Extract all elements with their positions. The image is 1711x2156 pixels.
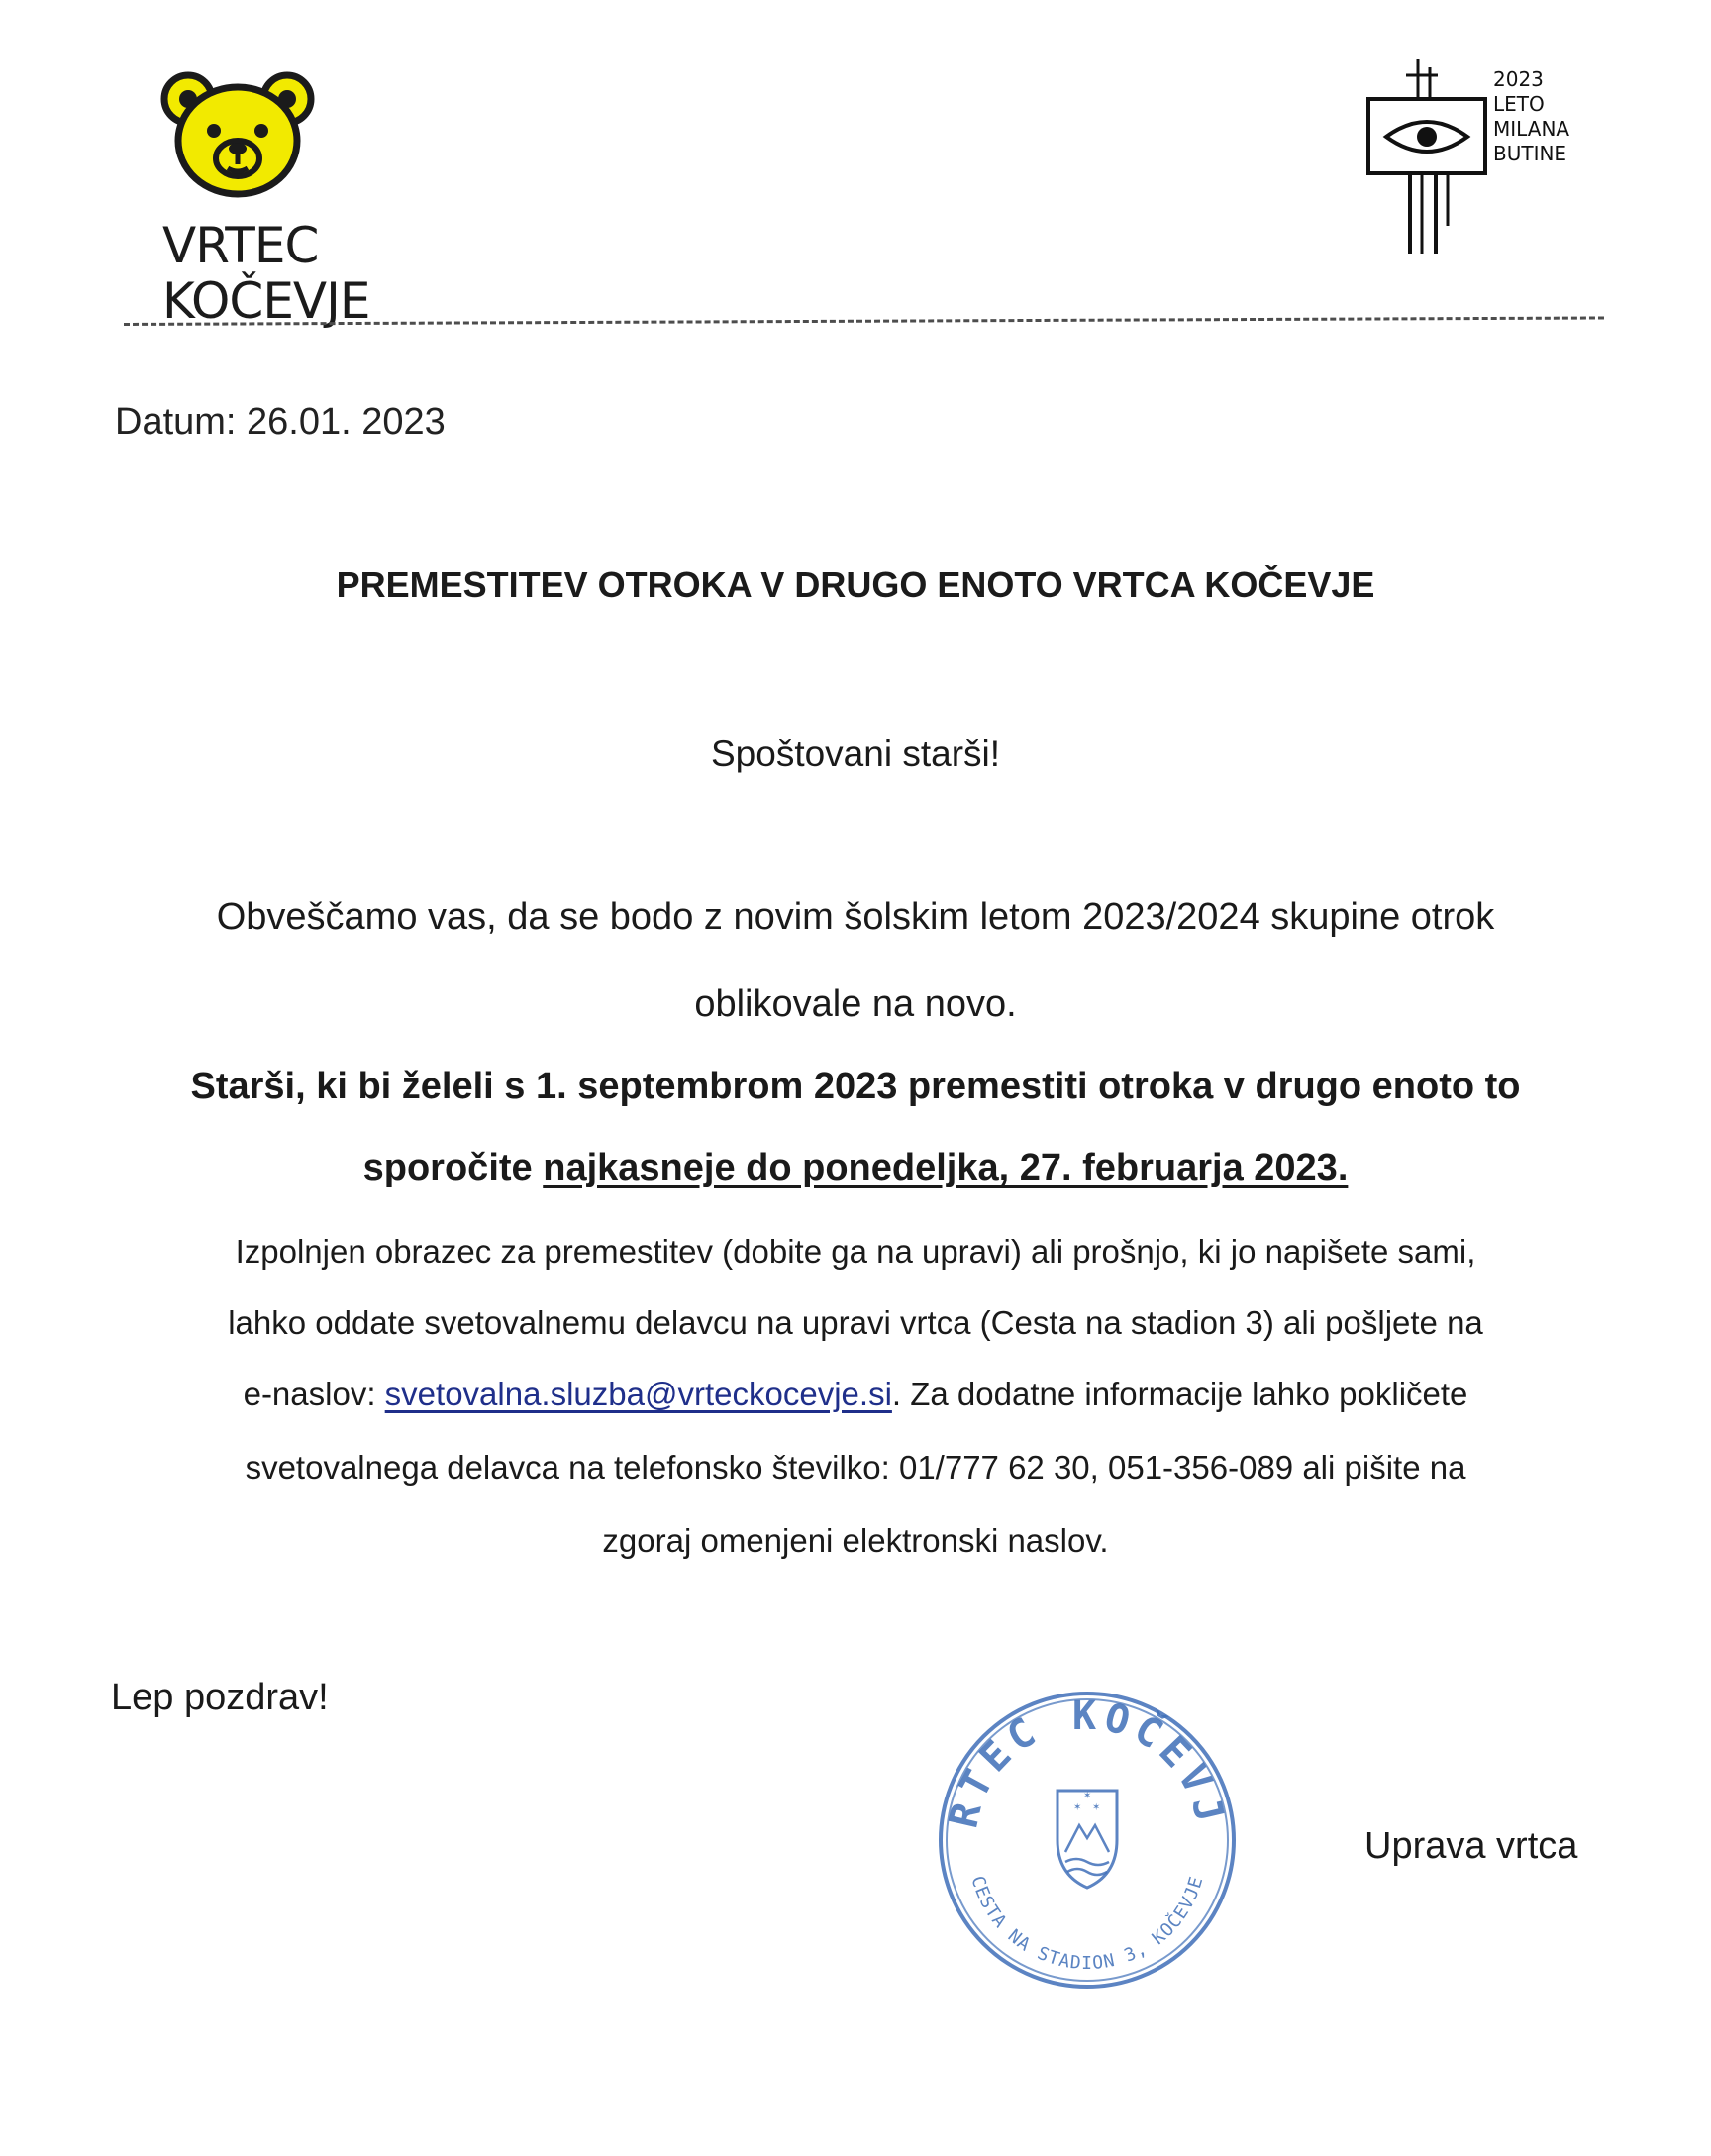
signoff: Uprava vrtca — [1364, 1825, 1578, 1867]
event-year: 2023 — [1493, 67, 1544, 91]
vrtec-kocevje-wordmark — [162, 218, 369, 329]
email-prefix: e-naslov: — [243, 1376, 385, 1412]
paragraph-3-line-3 — [0, 1376, 1711, 1413]
logo-line-2: KOČEVJE — [162, 272, 370, 330]
teddy-bear-icon — [149, 69, 327, 203]
deadline-date: najkasneje do ponedeljka, 27. februarja 2023. — [543, 1147, 1349, 1188]
easel-eye-icon — [1366, 57, 1490, 256]
paragraph-2-line-2 — [0, 1147, 1711, 1189]
document-date: Datum: 26.01. 2023 — [115, 401, 446, 443]
event-line-2: MILANA — [1493, 117, 1570, 141]
closing-greeting: Lep pozdrav! — [111, 1677, 329, 1718]
document-title: PREMESTITEV OTROKA V DRUGO ENOTO VRTCA KOČEVJE — [336, 565, 1375, 605]
deadline-prefix: sporočite — [362, 1147, 544, 1188]
stamp-seal-icon — [929, 1682, 1246, 1989]
stamp-top-text: RTEC KOČEVJ — [941, 1694, 1234, 1832]
email-link[interactable]: svetovalna.sluzba@vrteckocevje.si — [384, 1376, 892, 1412]
paragraph-2-line-1: Starši, ki bi želeli s 1. septembrom 2023 premestiti otroka v drugo enoto to — [190, 1066, 1521, 1107]
svg-text:✶: ✶ — [1083, 1791, 1092, 1801]
event-line-3: BUTINE — [1493, 142, 1567, 165]
paragraph-1-line-1: Obveščamo vas, da se bodo z novim šolskim letom 2023/2024 skupine otrok — [216, 896, 1495, 938]
svg-text:✶: ✶ — [1073, 1802, 1082, 1813]
logo-line-1: VRTEC — [162, 217, 319, 274]
stamp-bottom-text: CESTA NA STADION 3, KOČEVJE — [966, 1873, 1208, 1974]
leto-milana-butine-logo — [1366, 57, 1624, 265]
svg-text:✶: ✶ — [1092, 1802, 1101, 1813]
paragraph-3-line-2: lahko oddate svetovalnemu delavcu na upravi vrtca (Cesta na stadion 3) ali pošljete na — [228, 1304, 1483, 1341]
vrtec-kocevje-logo — [149, 69, 370, 330]
paragraph-3-line-1: Izpolnjen obrazec za premestitev (dobite ga na upravi) ali prošnjo, ki jo napišete sami, — [235, 1233, 1476, 1270]
paragraph-1-line-2: oblikovale na novo. — [694, 983, 1017, 1025]
event-line-1: LETO — [1493, 92, 1545, 116]
greeting: Spoštovani starši! — [710, 733, 1001, 773]
paragraph-3-line-4: svetovalnega delavca na telefonsko številko: 01/777 62 30, 051-356-089 ali pišite na — [245, 1449, 1466, 1486]
paragraph-3-line-5: zgoraj omenjeni elektronski naslov. — [602, 1522, 1109, 1559]
email-suffix: . Za dodatne informacije lahko pokličete — [891, 1376, 1468, 1412]
leto-milana-butine-text — [1493, 67, 1569, 166]
official-stamp — [929, 1682, 1246, 1989]
